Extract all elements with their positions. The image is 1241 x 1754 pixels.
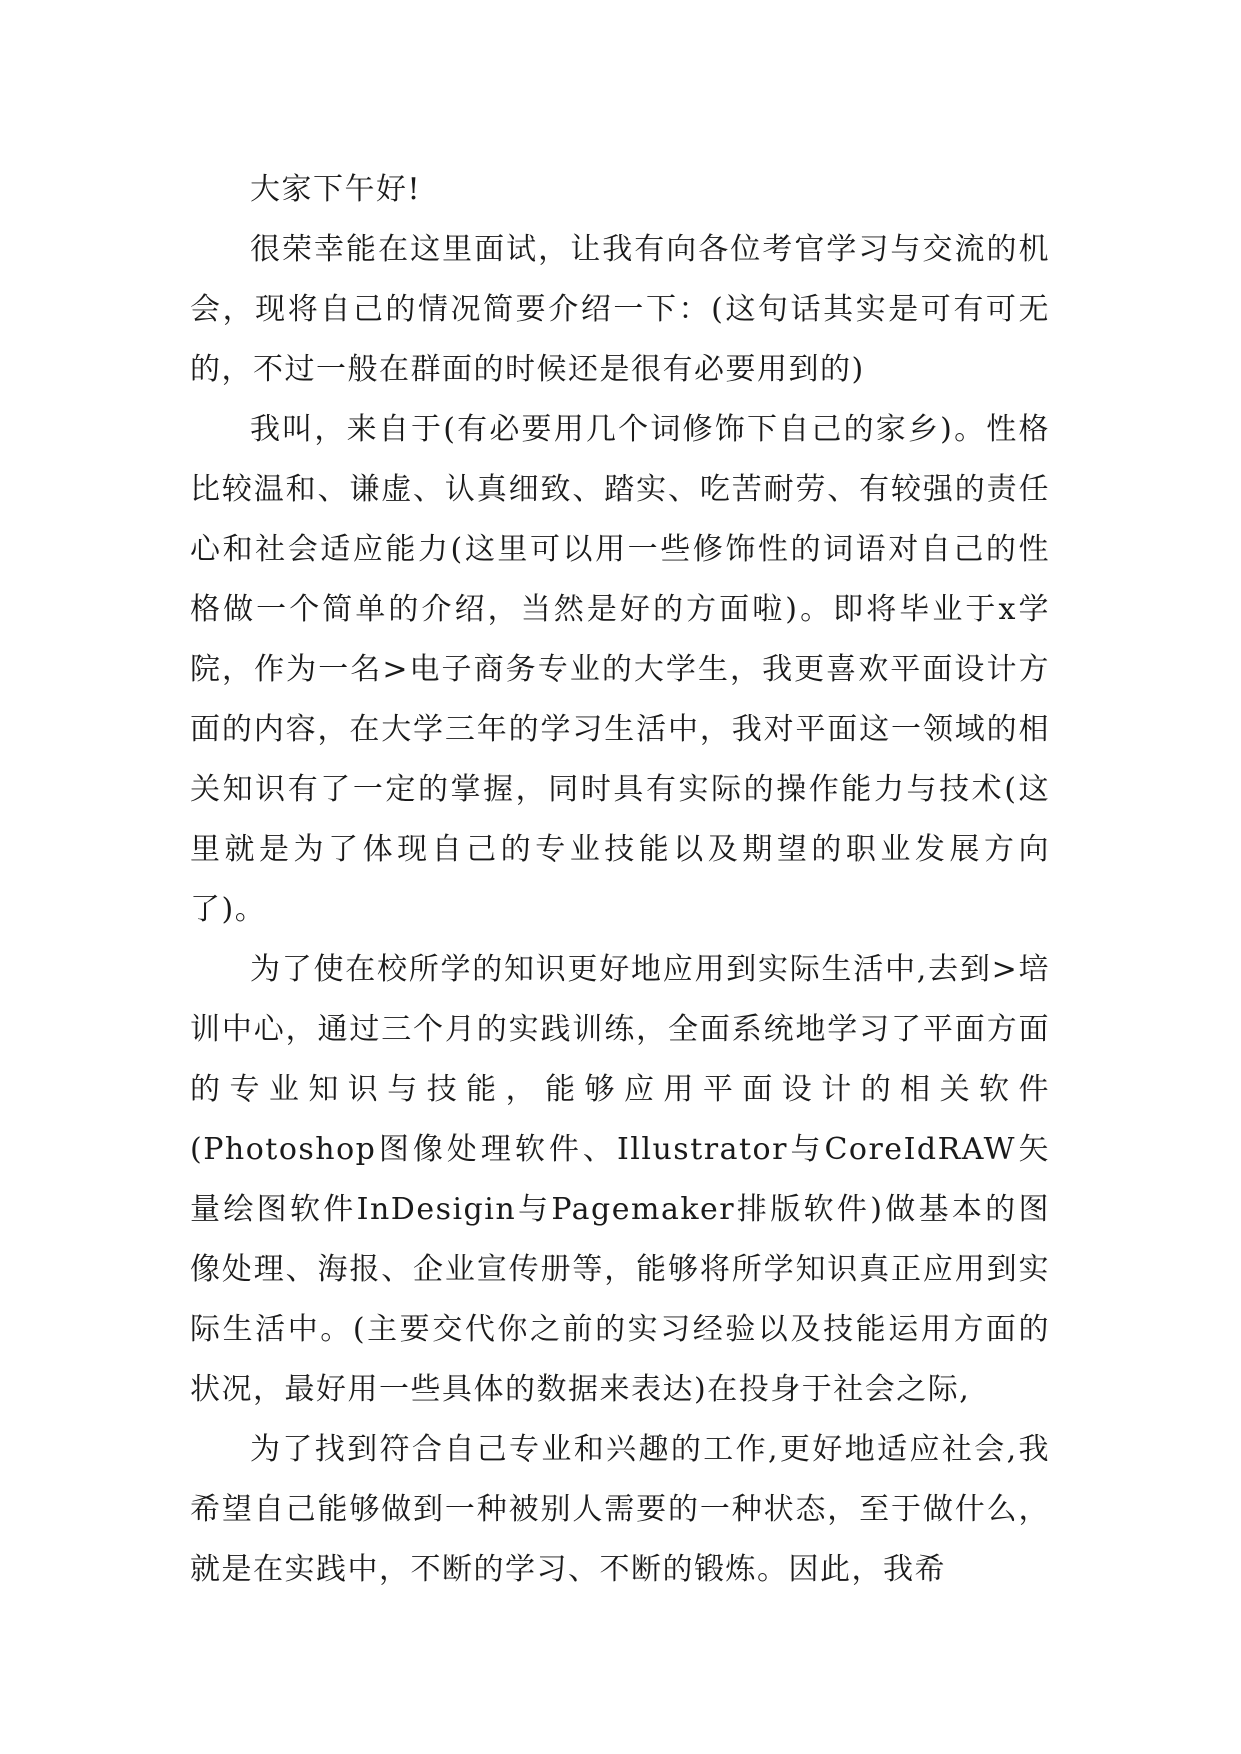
- paragraph-goal: 为了找到符合自己专业和兴趣的工作,更好地适应社会,我希望自己能够做到一种被别人需要的一种状态，至于做什么，就是在实践中，不断的学习、不断的锻炼。因此，我希: [190, 1432, 1050, 1587]
- paragraph-intro: 很荣幸能在这里面试，让我有向各位考官学习与交流的机会，现将自己的情况简要介绍一下：(这句话其实是可有可无的，不过一般在群面的时候还是很有必要用到的): [190, 232, 1050, 387]
- paragraph-greeting: 大家下午好!: [250, 172, 422, 207]
- paragraph-self: 我叫，来自于(有必要用几个词修饰下自己的家乡)。性格比较温和、谦虚、认真细致、踏实、吃苦耐劳、有较强的责任心和社会适应能力(这里可以用一些修饰性的词语对自己的性格做一个简单的介绍，当然是好的方面啦)。即将毕业于x学院，作为一名>电子商务专业的大学生，我更喜欢平面设计方面的内容，在大学三年的学习生活中，我对平面这一领域的相关知识有了一定的掌握，同时具有实际的操作能力与技术(这里就是为了体现自己的专业技能以及期望的职业发展方向了)。: [190, 412, 1050, 927]
- paragraph-training: 为了使在校所学的知识更好地应用到实际生活中,去到>培训中心，通过三个月的实践训练，全面系统地学习了平面方面的专业知识与技能，能够应用平面设计的相关软件(Photoshop图像处理软件、Illustrator与CoreIdRAW矢量绘图软件InDesigin与Pagemaker排版软件)做基本的图像处理、海报、企业宣传册等，能够将所学知识真正应用到实际生活中。(主要交代你之前的实习经验以及技能运用方面的状况，最好用一些具体的数据来表达)在投身于社会之际,: [190, 952, 1050, 1407]
- document-body: [190, 160, 1050, 1600]
